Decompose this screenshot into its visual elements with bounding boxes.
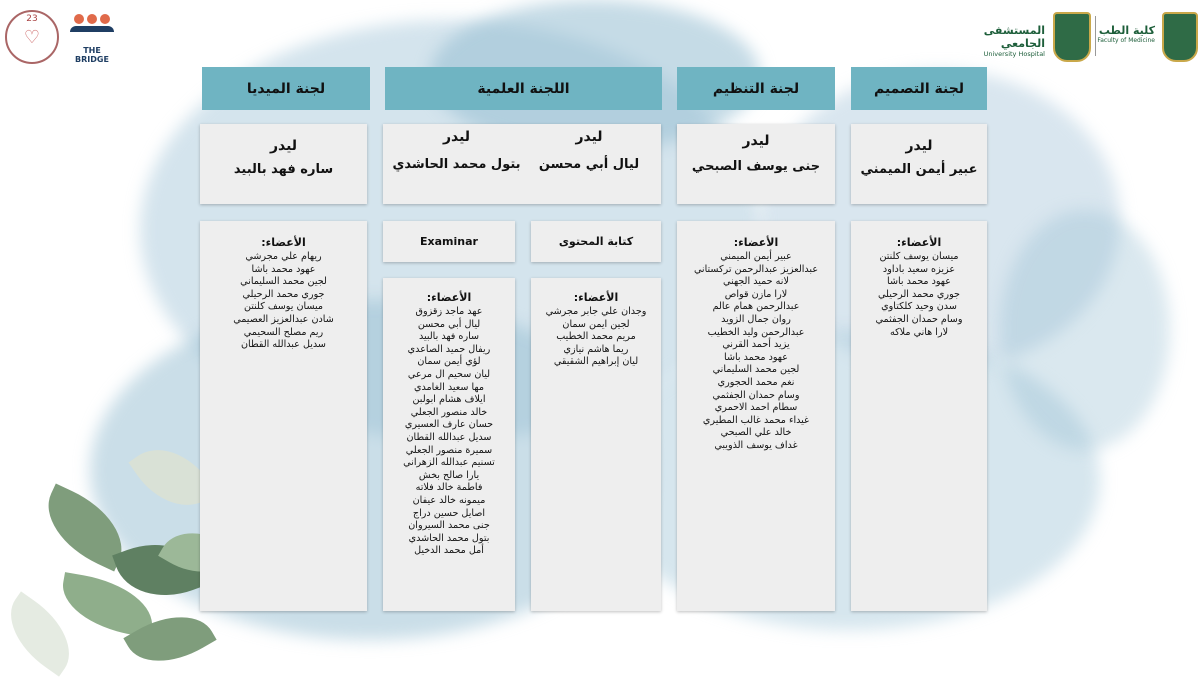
member-name: ليال أبي محسن [417, 318, 481, 330]
member-name: عبدالرحمن وليد الخطيب [707, 326, 805, 338]
member-name: لجين محمد السليماني [240, 276, 327, 288]
member-name: لارا هاني ملاكه [889, 326, 949, 338]
member-name: سميرة منصور الجعلي [405, 444, 493, 456]
members-title: الأعضاء: [261, 236, 306, 249]
member-name: وجدان علي جابر مجرشي [545, 306, 647, 317]
members-list [531, 306, 661, 369]
member-name: خالد علي الصبحي [720, 427, 792, 439]
member-name: ايلاف هشام ابولبن [412, 394, 486, 406]
member-name: ميسان يوسف كلنتن [879, 251, 959, 262]
leader-card-scientific [383, 124, 661, 204]
header-media: لجنة الميديا [202, 67, 370, 110]
members-list [677, 251, 835, 453]
member-name: تسنيم عبدالله الزهراني [403, 457, 495, 469]
leader-name: عبير أيمن الميمني [860, 162, 978, 177]
header-scientific: اللجنة العلمية [385, 67, 662, 110]
member-name: ميسان يوسف كلنتن [243, 301, 324, 313]
members-title: الأعضاء: [573, 291, 619, 304]
member-name: وسام حمدان الجفثمي [875, 313, 963, 325]
member-name: جنى محمد السيروان [408, 520, 490, 532]
members-card-examiner [383, 278, 515, 611]
leader-name: جنى يوسف الصبحي [691, 159, 821, 174]
leader-card-media [200, 124, 367, 204]
university-emblem-icon [1053, 12, 1091, 62]
member-name: ريما هاشم نيازي [563, 343, 629, 355]
member-name: جوري محمد الرحيلي [242, 288, 325, 300]
member-name: يارا صالح بخش [418, 469, 480, 481]
member-name: لؤي أيمن سمان [417, 356, 481, 368]
member-name: لجين محمد السليماني [712, 364, 800, 376]
leader-card-organizing [677, 124, 835, 204]
bridge-name: THE BRIDGE [75, 46, 109, 64]
member-name: غيداء محمد غالب المطيري [702, 414, 810, 426]
leader-name: ساره فهد بالبيد [233, 162, 334, 177]
member-name: عبدالعزيز عبدالرحمن تركستاني [693, 263, 819, 275]
member-name: ليان إبراهيم الشقيقي [553, 356, 639, 368]
members-list [200, 251, 367, 352]
member-name: ريفال حميد الصاعدي [407, 343, 491, 355]
member-name: روان جمال الزويد [721, 313, 791, 325]
members-title: الأعضاء: [896, 236, 942, 249]
members-title: الأعضاء: [426, 291, 472, 304]
subheader-content-writing: كتابة المحتوى [531, 221, 661, 262]
member-name: عهود محمد باشا [724, 351, 788, 363]
member-name: ريم مصلح السحيمي [243, 326, 324, 338]
heart-icon: ♡ [23, 26, 41, 48]
member-name: ميمونه خالد عيفان [412, 494, 486, 506]
header-organizing: لجنة التنظيم [677, 67, 835, 110]
member-name: عبدالرحمن همام عالم [712, 301, 800, 313]
member-name: سديل عبدالله القطان [406, 431, 492, 443]
member-name: خالد منصور الجعلي [410, 406, 488, 418]
leader-label: ليدر [575, 129, 603, 145]
anniversary-number: 23 [26, 14, 38, 24]
faculty-emblem-icon [1162, 12, 1198, 62]
leader-scientific-1 [525, 124, 653, 172]
member-name: عبير أيمن الميمني [720, 251, 792, 262]
member-name: فاطمة خالد فلاته [415, 482, 483, 494]
member-name: غداف يوسف الذويبي [714, 439, 798, 451]
faculty-name-en: Faculty of Medicine [1097, 37, 1155, 44]
member-name: بتول محمد الحاشدي [408, 532, 490, 544]
member-name: حسان عارف العسيري [404, 419, 494, 431]
logo-divider [1095, 16, 1096, 56]
anniversary-logo [5, 10, 59, 64]
header-design: لجنة التصميم [851, 67, 987, 110]
member-name: ليان سحيم ال مرعي [407, 368, 491, 380]
member-name: عهود محمد باشا [251, 263, 316, 275]
member-name: عهود محمد باشا [887, 276, 951, 288]
leader-name: بتول محمد الحاشدي [392, 157, 521, 172]
leader-label: ليدر [269, 138, 298, 154]
member-name: ساره فهد بالبيد [418, 331, 480, 343]
members-card-content-writing [531, 278, 661, 611]
members-list [851, 251, 987, 339]
leader-label: ليدر [442, 129, 471, 145]
hospital-name-ar: المستشفى الجامعي [983, 24, 1045, 50]
leader-scientific-2 [389, 124, 524, 172]
subheader-examiner: Examinar [383, 221, 515, 262]
leader-label: ليدر [742, 133, 770, 149]
faculty-name-ar: كلية الطب [1098, 24, 1155, 37]
member-name: شادن عبدالعزيز العصيمي [233, 313, 334, 325]
member-name: نغم محمد الحجوري [717, 376, 795, 388]
member-name: سديل عبدالله القطان [241, 339, 326, 351]
member-name: لجين ايمن سمان [562, 318, 630, 330]
members-card-media [200, 221, 367, 611]
members-list [383, 306, 515, 558]
member-name: جوري محمد الرحيلي [878, 288, 960, 300]
member-name: عزيزه سعيد باداود [882, 263, 956, 275]
member-name: مها سعيد الغامدي [413, 381, 484, 393]
member-name: سدن وحيد كلكتاوي [881, 301, 957, 313]
members-title: الأعضاء: [733, 236, 779, 249]
bridge-logo [66, 14, 118, 64]
member-name: أمل محمد الدخيل [414, 545, 484, 557]
member-name: ريهام علي مجرشي [245, 251, 322, 262]
leader-label: ليدر [905, 138, 933, 154]
members-card-design [851, 221, 987, 611]
member-name: مريم محمد الخطيب [556, 331, 636, 343]
member-name: لارا مازن قواص [724, 288, 788, 300]
member-name: عهد ماجد زقزوق [415, 306, 483, 317]
member-name: لانه حميد الجهني [723, 276, 789, 288]
members-card-organizing [677, 221, 835, 611]
member-name: وسام حمدان الجفثمي [712, 389, 800, 401]
member-name: يزيد أحمد القرني [722, 339, 790, 351]
member-name: اصايل حسين دراج [412, 507, 486, 519]
member-name: سطام احمد الاحمري [714, 402, 798, 414]
hospital-name-en: University Hospital [983, 50, 1045, 58]
leader-card-design [851, 124, 987, 204]
leader-name: ليال أبي محسن [538, 157, 640, 172]
